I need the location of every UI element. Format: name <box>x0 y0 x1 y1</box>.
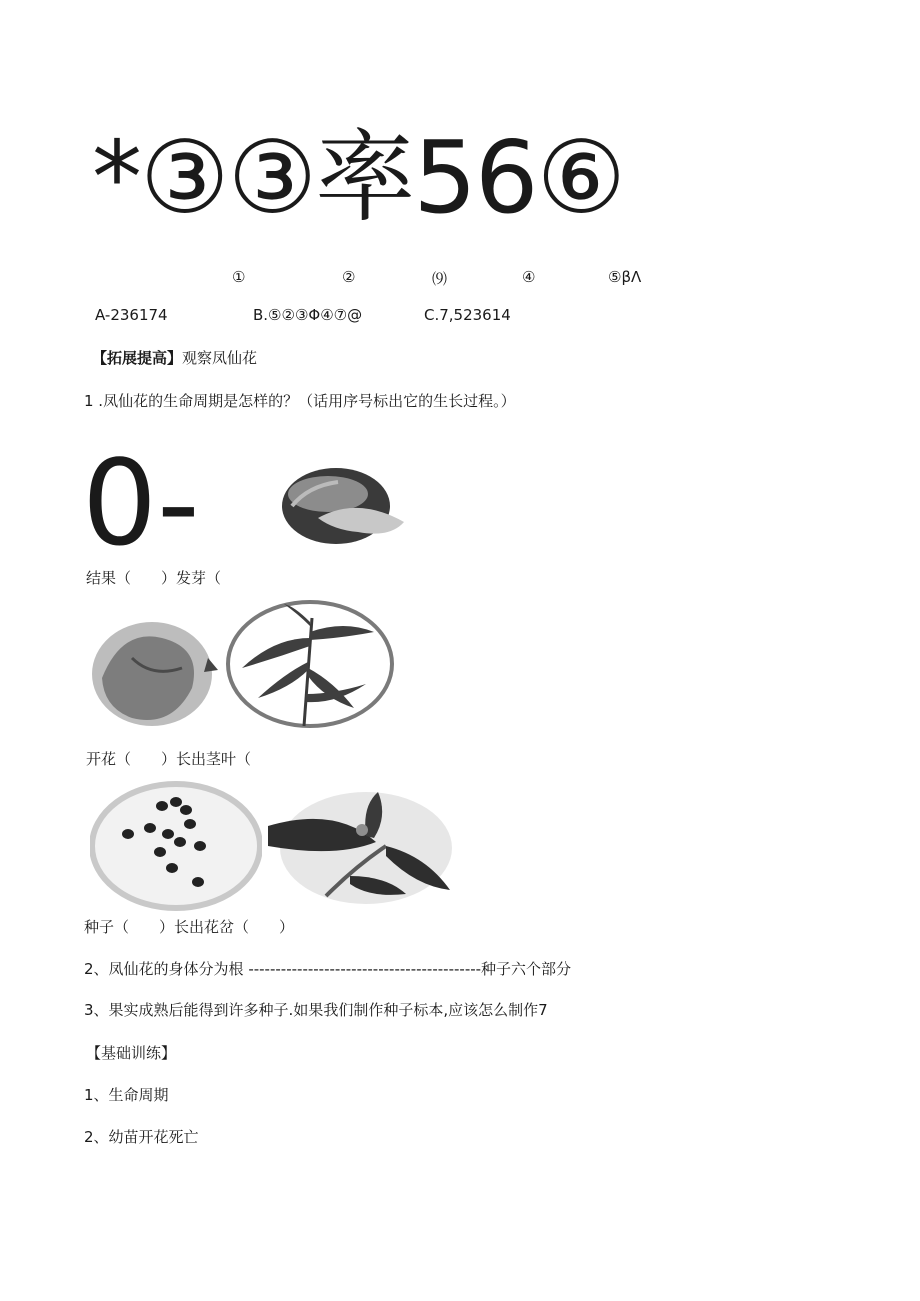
section-extend <box>92 347 257 368</box>
label-row-1: 结果（ ）发芽（ <box>86 569 222 587</box>
option-c: C.7,523614 <box>424 306 511 324</box>
leafy-plant-photo <box>224 598 396 730</box>
label-row-3: 种子（ ）长出花岔（ ） <box>84 918 295 936</box>
question-2: 2、凤仙花的身体分为根 -------------------------------------------种子六个部分 <box>84 960 572 978</box>
answer-2: 2、幼苗开花死亡 <box>84 1128 199 1146</box>
option-b: B.⑤②③Φ④⑦@ <box>253 306 363 324</box>
flowering-branch-photo <box>266 786 452 904</box>
option-a: A-236174 <box>95 306 168 324</box>
section-basic: 【基础训练】 <box>86 1044 177 1062</box>
number-2: ② <box>342 268 356 286</box>
number-5: ⑤βΛ <box>608 268 642 286</box>
figure-glyph: 0- <box>82 434 200 572</box>
seed-pod-photo <box>278 466 408 548</box>
number-4: ④ <box>522 268 536 286</box>
answer-1: 1、生命周期 <box>84 1086 169 1104</box>
question-3: 3、果实成熟后能得到许多种子.如果我们制作种子标本,应该怎么制作7 <box>84 1001 548 1019</box>
number-3: ⑼ <box>432 270 448 288</box>
big-heading: *③③率56⑥ <box>92 119 625 236</box>
section-extend-tag: 【拓展提高】 <box>92 349 183 367</box>
label-row-2: 开花（ ）长出茎叶（ <box>86 750 252 768</box>
question-1: 1 .凤仙花的生命周期是怎样的？（话用序号标出它的生长过程。） <box>84 392 516 410</box>
section-extend-title: 观察凤仙花 <box>182 349 258 367</box>
flower-photo <box>92 618 220 730</box>
number-1: ① <box>232 268 246 286</box>
seeds-photo <box>90 780 262 912</box>
